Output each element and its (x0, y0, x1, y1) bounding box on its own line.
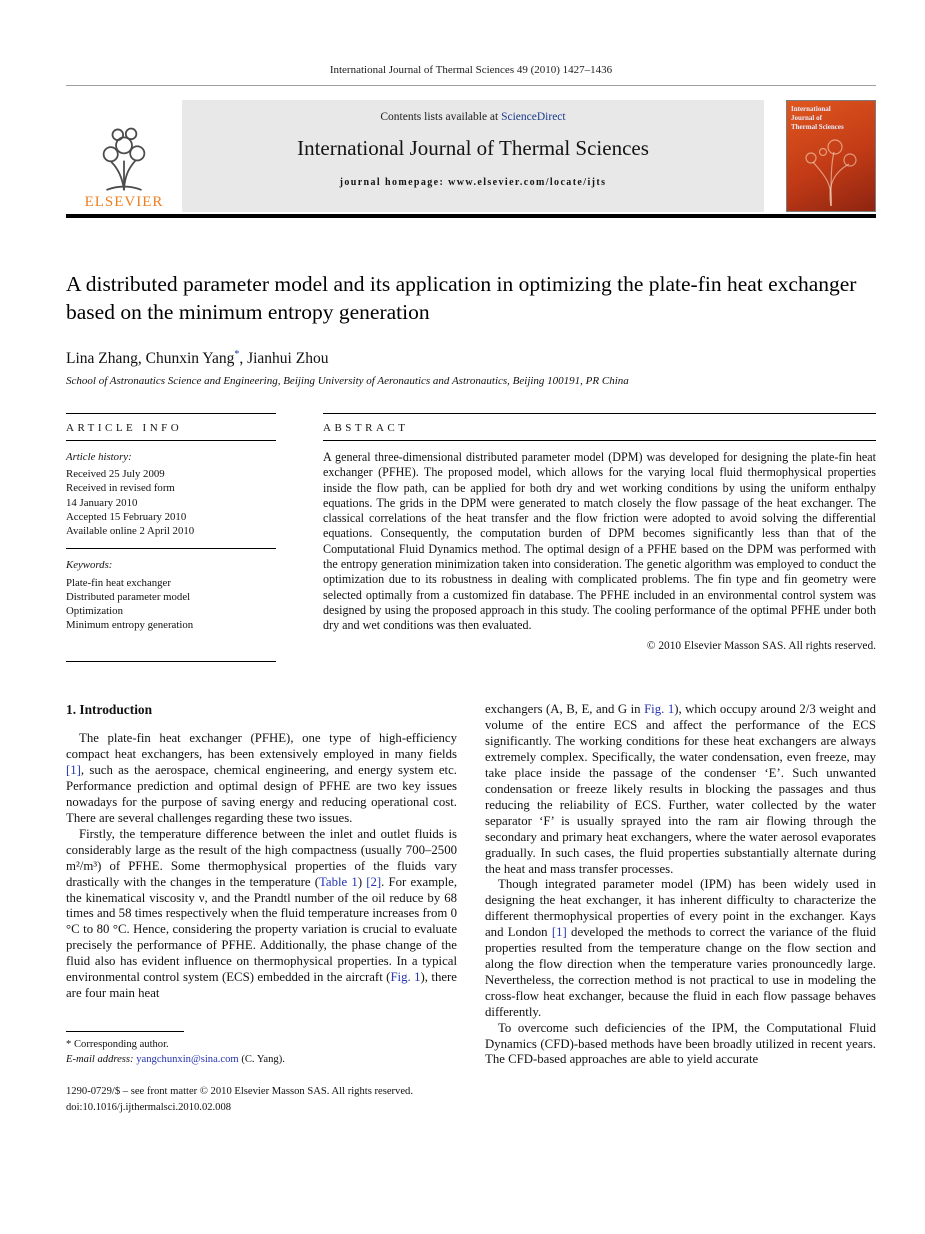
citation-link[interactable]: [1] (551, 925, 567, 940)
doi-line: doi:10.1016/j.ijthermalsci.2010.02.008 (66, 1102, 232, 1114)
article-history-label: Article history: (66, 450, 132, 463)
footnote-block (66, 1021, 457, 1069)
abstract-column (323, 413, 876, 663)
footnote-divider (66, 1031, 184, 1032)
abstract-text: A general three-dimensional distributed parameter model (DPM) was developed for designing the plate-fin heat exchanger (PFHE). The proposed model, which allows for the varying local fluid thermophysical properties inside the flow path, can be applied for both dry and wet working conditions by using the uniform enthalpy equations. The grids in the DPM were generated to match closely the flow passage of the heat exchanger. The classical correlations of the heat transfer and the flow friction were adopted to avoid solving the differential equations. Consequently, the computation burden of DPM becomes significantly less than that of the Computational Fluid Dynamics method. The optimal design of a PFHE based on the DPM was performed with the entropy generation minimization taken into consideration. The genetic algorithm was employed to conduct the optimization due to its robustness in dealing with complicated problems. The fin type and fin geometry were selected optimally from a customized fin database. The PFHE included in an environmental control system was designed by using the proposed approach in this study. The cooling performance of the optimal PFHE under both dry and wet conditions was then evaluated. (323, 449, 876, 633)
body-columns (66, 702, 876, 1068)
body-paragraph: Firstly, the temperature difference between the inlet and outlet fluids is considerably large as the result of the high compactness (usually 700–2500 m²/m³) of PFHE. Some thermophysical properties of the fluids vary drastically with the changes in the temperature (Table 1) [2]. For example, the kinematical viscosity ν, and the Prandtl number of the oil reduce by 68 times and 58 times respectively when the fluid temperature increases from 0 °C to 80 °C. Hence, considering the property variation is crucial to evaluate precisely the performance of PFHE. Additionally, the phase change of the fluid also has evident influence on thermophysical properties. In a typical environmental control system (ECS) embedded in the aircraft (Fig. 1), there are four main heat (66, 826, 458, 1000)
history-line: Available online 2 April 2010 (66, 525, 195, 538)
cover-title: International Journal of Thermal Sciences (791, 105, 844, 132)
authors-after-mark: , Jianhui Zhou (239, 349, 329, 367)
journal-citation: International Journal of Thermal Sciences 49 (2010) 1427–1436 (329, 64, 613, 76)
banner-center (182, 100, 764, 212)
keywords-block (66, 549, 276, 642)
banner-rule (66, 214, 876, 218)
keyword-item: Plate-fin heat exchanger (66, 576, 171, 589)
body-paragraph: Though integrated parameter model (IPM) has been widely used in designing the heat exchanger, it has inherent difficulty to characterize the different thermophysical properties of every point in the exchanger. Kays and London [1] developed the methods to correct the variance of the fluid properties resulted from the temperature change on the flow section and along the flow direction when the temperature varies pronouncedly large. Nevertheless, the correction method is not practical to use in modeling the cross-flow heat exchanger, because the fluid in each flow passage behaves differently. (485, 877, 876, 1019)
history-line: Received 25 July 2009 (66, 468, 165, 481)
footnote-marker: * (66, 1038, 72, 1050)
keyword-item: Minimum entropy generation (66, 619, 194, 632)
right-column (485, 702, 876, 1068)
abstract-heading: ABSTRACT (323, 414, 876, 441)
history-line: 14 January 2010 (66, 496, 138, 509)
email-suffix: (C. Yang). (241, 1054, 285, 1066)
citation-link[interactable]: Table 1 (319, 874, 358, 889)
keyword-item: Optimization (66, 605, 123, 618)
body-paragraph: exchangers (A, B, E, and G in Fig. 1), which occupy around 2/3 weight and volume of the entire ECS and affect the performance of the ECS significantly. The working conditions for these heat exchangers are always extremely complex. Specifically, the water condensation, even freeze, may take place inside the passage of the condenser ‘E’. Such unwanted condensation or freeze likely results in blocking the passages and thus reducing the reliability of ECS. Further, water collected by the water separator ‘F’ is usually sprayed into the ram air flowing through the secondary and primary heat exchangers, where the water aerosol evaporates gradually. In such cases, the fluid properties substantially alternate during the heat and mass transfer processes. (485, 702, 876, 876)
body-paragraph: The plate-fin heat exchanger (PFHE), one type of high-efficiency compact heat exchangers, has been extensively employed in many fields [1], such as the aerospace, chemical engineering, and energy system etc. Performance prediction and optimal design of PFHE are two key issues nowadays for the purpose of saving energy and reducing operational cost. There are several challenges regarding these two issues. (66, 731, 457, 825)
email-label: E-mail address: (66, 1054, 134, 1066)
header-divider (66, 85, 876, 86)
body-paragraph: To overcome such deficiencies of the IPM, the Computational Fluid Dynamics (CFD)-based methods have been broadly utilized in recent years. The CFD-based approaches are able to yield accurate (485, 1020, 876, 1067)
cover-art-icon (787, 122, 875, 211)
sciencedirect-link[interactable]: ScienceDirect (501, 111, 566, 123)
article-info-heading: ARTICLE INFO (66, 414, 276, 441)
journal-cover-thumbnail[interactable] (786, 100, 876, 212)
authors-before-mark: Lina Zhang, Chunxin Yang (66, 349, 235, 367)
corresponding-author-asterisk[interactable]: * (234, 348, 240, 360)
contents-prefix: Contents lists available at (380, 111, 502, 123)
imprint-block (66, 1084, 876, 1116)
article-history-block (66, 441, 276, 550)
left-column (66, 702, 457, 1068)
author-line (66, 349, 876, 368)
elsevier-logo (66, 100, 182, 212)
keyword-item: Distributed parameter model (66, 590, 191, 603)
elsevier-tree-icon (93, 120, 155, 192)
contents-line (182, 111, 764, 123)
affiliation: School of Astronautics Science and Engineering, Beijing University of Aeronautics and Astronautics, Beijing 100191, PR China (66, 374, 629, 387)
journal-homepage-link[interactable]: journal homepage: www.elsevier.com/locate/ijts (339, 177, 607, 188)
keywords-label: Keywords: (66, 559, 113, 572)
citation-link[interactable]: [2] (366, 874, 382, 889)
corresponding-author-note (66, 1037, 457, 1053)
citation-link[interactable]: Fig. 1 (390, 970, 421, 985)
article-info-column (66, 413, 276, 663)
footnote-corresponding-text: Corresponding author. (73, 1038, 169, 1050)
issn-line: 1290-0729/$ – see front matter © 2010 Elsevier Masson SAS. All rights reserved. (66, 1086, 413, 1098)
copyright-line: © 2010 Elsevier Masson SAS. All rights reserved. (646, 640, 876, 653)
citation-link[interactable]: [1] (66, 763, 81, 778)
email-note (66, 1052, 457, 1068)
banner-spacer (764, 100, 786, 212)
journal-banner (66, 100, 876, 212)
history-line: Accepted 15 February 2010 (66, 510, 187, 523)
info-abstract-block (66, 413, 876, 663)
email-link[interactable]: yangchunxin@sina.com (136, 1054, 239, 1066)
section-heading-introduction: 1. Introduction (66, 702, 153, 718)
elsevier-wordmark: ELSEVIER (84, 194, 164, 210)
history-line: Received in revised form (66, 482, 175, 495)
citation-link[interactable]: Fig. 1 (644, 702, 675, 717)
article-title: A distributed parameter model and its application in optimizing the plate-fin heat exchanger based on the minimum entropy generation (66, 272, 857, 325)
banner-journal-title: International Journal of Thermal Sciences (297, 136, 649, 160)
